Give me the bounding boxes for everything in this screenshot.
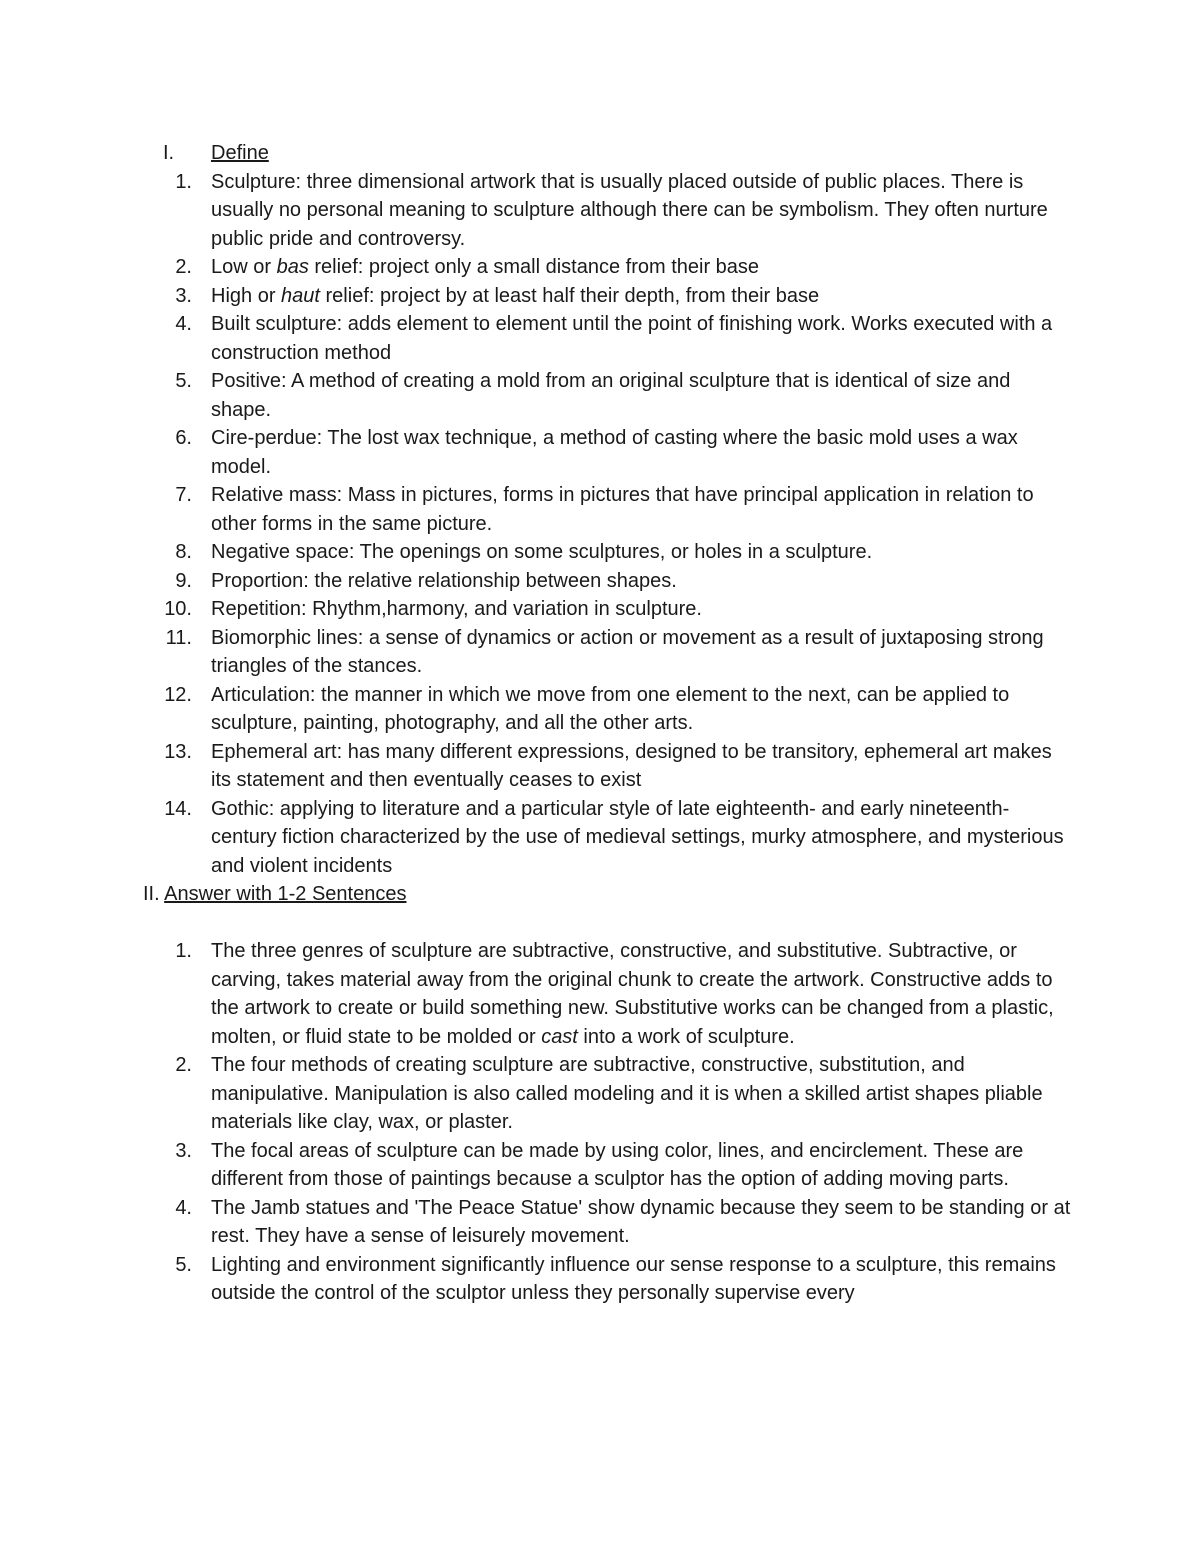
list-item	[0, 738, 1200, 795]
list-item	[0, 624, 1200, 681]
list-item-number: 11.	[165, 626, 192, 649]
list-item-number: 14.	[164, 797, 192, 820]
list-item-number: 1.	[175, 170, 192, 193]
list-item	[0, 937, 1200, 1051]
section-1-heading	[0, 139, 1200, 168]
list-item-number: 1.	[175, 940, 192, 962]
list-item-number: 4.	[175, 1196, 192, 1219]
list-item-text: Low or bas relief: project only a small distance from their base	[211, 256, 760, 278]
list-item	[0, 595, 1200, 624]
list-item-text: Lighting and environment significantly influence our sense response to a sculpture, this remains outside the control of the sculptor unless they personally supervise every	[211, 1253, 1056, 1304]
list-item-text: Sculpture: three dimensional artwork that is usually placed outside of public places. There is usually no personal meaning to sculpture although there can be symbolism. They often nurture public pride and controversy.	[211, 170, 1048, 250]
list-item-number: 5.	[175, 1253, 192, 1276]
list-item-text: Gothic: applying to literature and a particular style of late eighteenth- and early nineteenth- century fiction characterized by the use of medieval settings, murky atmosphere, and mysterious and violent incidents	[211, 797, 1064, 877]
list-item-number: 2.	[175, 256, 192, 278]
list-item	[0, 168, 1200, 254]
list-item-number: 7.	[175, 484, 192, 506]
list-item	[0, 538, 1200, 567]
section-2-heading	[143, 880, 1200, 909]
list-item-text: Ephemeral art: has many different expressions, designed to be transitory, ephemeral art makes its statement and then eventually ceases to exist	[211, 740, 1052, 791]
list-item	[0, 1194, 1200, 1251]
list-item	[0, 1137, 1200, 1194]
blank-line	[0, 909, 1200, 938]
list-item-number: 12.	[164, 683, 192, 706]
italic-term: haut	[281, 284, 320, 307]
list-item-text: Cire-perdue: The lost wax technique, a method of casting where the basic mold uses a wax model.	[211, 427, 1018, 478]
list-item-text: Proportion: the relative relationship between shapes.	[211, 569, 677, 592]
list-item-text: Negative space: The openings on some sculptures, or holes in a sculpture.	[211, 541, 873, 563]
section-2-numeral: II.	[143, 883, 160, 905]
list-item-number: 13.	[164, 740, 192, 763]
list-item-text: Relative mass: Mass in pictures, forms in pictures that have principal application in relation to other forms in the same picture.	[211, 484, 1034, 535]
list-item	[0, 567, 1200, 596]
list-item	[0, 1051, 1200, 1137]
list-item-text: Articulation: the manner in which we move from one element to the next, can be applied to sculpture, painting, photography, and all the other arts.	[211, 683, 1010, 734]
list-item	[0, 367, 1200, 424]
list-item-number: 5.	[175, 370, 192, 392]
list-item-text: The Jamb statues and 'The Peace Statue' show dynamic because they seem to be standing or at rest. They have a sense of leisurely movement.	[211, 1196, 1071, 1247]
list-item-text: The focal areas of sculpture can be made by using color, lines, and encirclement. These are different from those of paintings because a sculptor has the option of adding moving parts.	[211, 1139, 1024, 1190]
list-item-text: Biomorphic lines: a sense of dynamics or action or movement as a result of juxtaposing strong triangles of the stances.	[211, 626, 1044, 677]
list-item-text: Repetition: Rhythm,harmony, and variation in sculpture.	[211, 598, 702, 620]
list-item	[0, 310, 1200, 367]
list-item-text: Positive: A method of creating a mold from an original sculpture that is identical of size and shape.	[211, 370, 1011, 421]
list-item-number: 9.	[175, 569, 192, 592]
list-item	[0, 253, 1200, 282]
list-item-number: 8.	[175, 541, 192, 563]
list-item	[0, 1251, 1200, 1308]
section-1-title: Define	[211, 142, 269, 164]
list-item	[0, 282, 1200, 311]
list-item-number: 10.	[164, 598, 192, 620]
section-2-title: Answer with 1-2 Sentences	[164, 883, 407, 905]
italic-term: bas	[276, 256, 309, 278]
list-item-text: The four methods of creating sculpture are subtractive, constructive, substitution, and manipulative. Manipulation is also called modeling and it is when a skilled artist shapes pliable materials like clay, wax, or plaster.	[211, 1054, 1043, 1133]
list-item-number: 3.	[175, 1139, 192, 1162]
list-item-number: 6.	[175, 427, 192, 449]
list-item-number: 4.	[175, 313, 192, 335]
italic-term: cast	[541, 1025, 578, 1048]
list-item	[0, 681, 1200, 738]
list-item-number: 3.	[175, 284, 192, 307]
list-item	[0, 795, 1200, 881]
list-item	[0, 481, 1200, 538]
section-1-numeral: I.	[163, 142, 175, 164]
list-item-text: Built sculpture: adds element to element until the point of finishing work. Works executed with a construction method	[211, 313, 1053, 364]
list-item-text: The three genres of sculpture are subtractive, constructive, and substitutive. Subtractive, or carving, takes material away from the original chunk to create the artwork. Constructive adds to the artwork to create or build something new. Substitutive works can be changed from a plastic, molten, or fluid state to be molded or cast into a work of sculpture.	[211, 940, 1054, 1048]
list-item-number: 2.	[175, 1054, 192, 1076]
list-item-text: High or haut relief: project by at least half their depth, from their base	[211, 284, 820, 307]
document-page	[0, 139, 1200, 1308]
list-item	[0, 424, 1200, 481]
